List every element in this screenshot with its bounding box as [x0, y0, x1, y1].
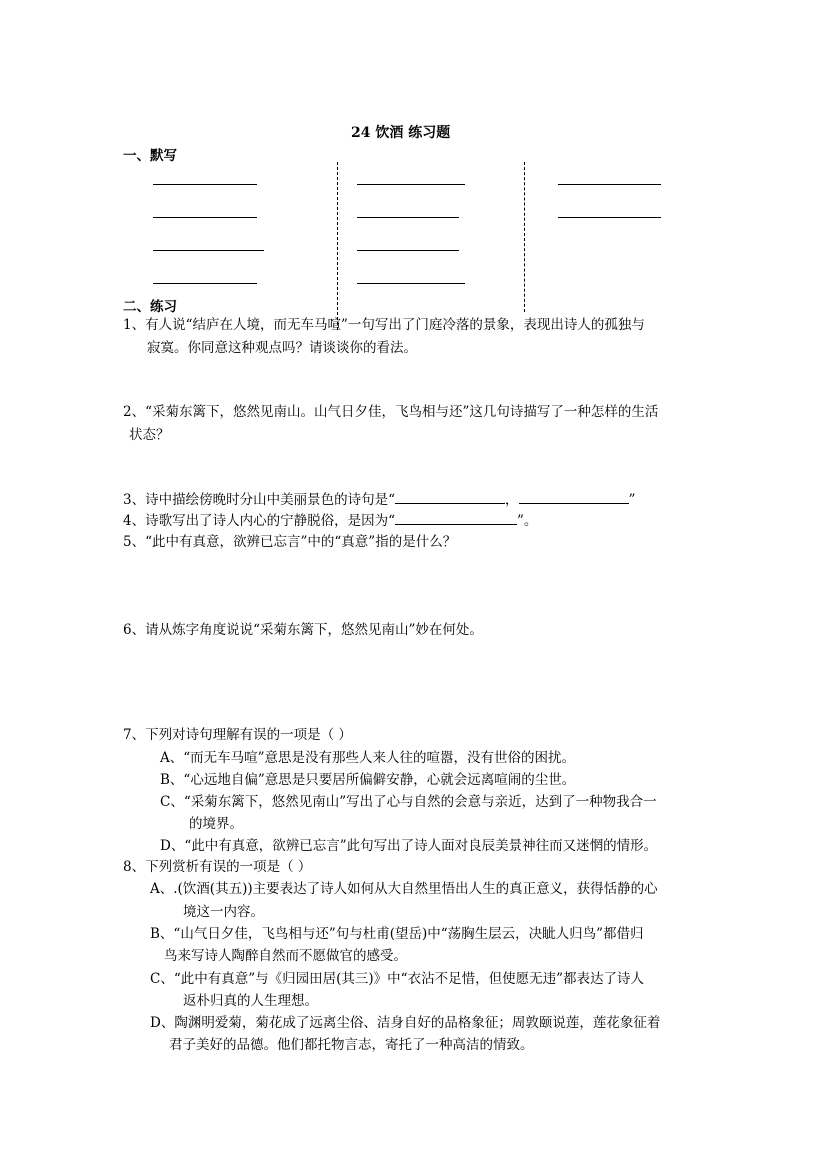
answer-blank[interactable] — [519, 489, 629, 504]
page-title: 24 饮酒 练习题 — [351, 125, 451, 141]
question-4 — [123, 510, 537, 531]
question-7-option-b: B、“心远地自偏”意思是只要居所偏僻安静，心就会远离喧闹的尘世。 — [160, 772, 576, 788]
question-3-prefix: 3、诗中描绘傍晚时分山中美丽景色的诗句是“ — [123, 492, 395, 508]
dictation-blank[interactable] — [357, 184, 465, 185]
question-8-option-b-line2: 鸟来写诗人陶醉自然而不愿做官的感受。 — [164, 948, 407, 964]
question-7-option-c-line2: 的境界。 — [189, 816, 243, 832]
question-8-option-c-line2: 返朴归真的人生理想。 — [183, 993, 318, 1009]
column-divider-left — [337, 162, 338, 330]
dictation-blank[interactable] — [153, 217, 257, 218]
question-8-option-b-line1: B、“山气日夕佳，飞鸟相与还”句与杜甫(望岳)中“荡胸生层云，决眦人归鸟”都借归 — [150, 926, 644, 942]
dictation-blank[interactable] — [153, 184, 257, 185]
question-4-prefix: 4、诗歌写出了诗人内心的宁静脱俗，是因为“ — [123, 513, 395, 529]
column-divider-right — [524, 162, 525, 312]
question-6: 6、请从炼字角度说说“采菊东篱下，悠然见南山”妙在何处。 — [123, 622, 483, 638]
question-7-option-d: D、“此中有真意，欲辨已忘言”此句写出了诗人面对良辰美景神往而又迷惘的情形。 — [160, 838, 658, 854]
question-3-suffix: ” — [628, 492, 636, 508]
question-8-stem: 8、下列赏析有误的一项是（ ） — [123, 859, 312, 875]
question-8-option-a-line2: 境这一内容。 — [183, 904, 264, 920]
section1-heading: 一、默写 — [123, 148, 177, 164]
answer-blank[interactable] — [395, 489, 505, 504]
question-8-option-d-line2: 君子美好的品德。他们都托物言志，寄托了一种高洁的情致。 — [169, 1037, 534, 1053]
dictation-blank[interactable] — [558, 217, 661, 218]
question-1-line2: 寂寞。你同意这种观点吗？请谈谈你的看法。 — [147, 340, 417, 356]
question-7-option-a: A、“而无车马喧”意思是没有那些人来人往的喧嚣，没有世俗的困扰。 — [160, 750, 576, 766]
question-3 — [123, 489, 635, 510]
dictation-blank[interactable] — [558, 184, 661, 185]
dictation-blank[interactable] — [153, 283, 257, 284]
dictation-blank[interactable] — [153, 250, 264, 251]
section2-heading: 二、练习 — [123, 299, 177, 315]
question-8-option-a-line1: A、.(饮酒(其五))主要表达了诗人如何从大自然里悟出人生的真正意义，获得恬静的心 — [150, 881, 658, 897]
question-8-option-d-line1: D、陶渊明爱菊，菊花成了远离尘俗、洁身自好的品格象征；周敦颐说莲，莲花象征着 — [150, 1015, 661, 1031]
question-7-option-c-line1: C、“采菊东篱下，悠然见南山”写出了心与自然的会意与亲近，达到了一种物我合一 — [160, 794, 657, 810]
question-2-line2: 状态？ — [129, 427, 170, 443]
dictation-blank[interactable] — [357, 283, 465, 284]
question-7-stem: 7、下列对诗句理解有误的一项是（ ） — [123, 727, 352, 743]
question-1-line1: 1、有人说“结庐在人境，而无车马喧”一句写出了门庭冷落的景象，表现出诗人的孤独与 — [123, 317, 645, 333]
question-8-option-c-line1: C、“此中有真意”与《归园田居(其三)》中“衣沾不足惜，但使愿无违”都表达了诗人 — [150, 971, 644, 987]
question-2-line1: 2、“采菊东篱下，悠然见南山。山气日夕佳，飞鸟相与还”这几句诗描写了一种怎样的生活 — [123, 404, 659, 420]
answer-blank[interactable] — [395, 510, 517, 525]
question-4-suffix: ”。 — [517, 513, 538, 529]
question-5: 5、“此中有真意，欲辨已忘言”中的“真意”指的是什么？ — [123, 534, 457, 550]
dictation-blank[interactable] — [357, 250, 459, 251]
question-3-comma: ， — [505, 492, 519, 508]
dictation-blank[interactable] — [357, 217, 459, 218]
